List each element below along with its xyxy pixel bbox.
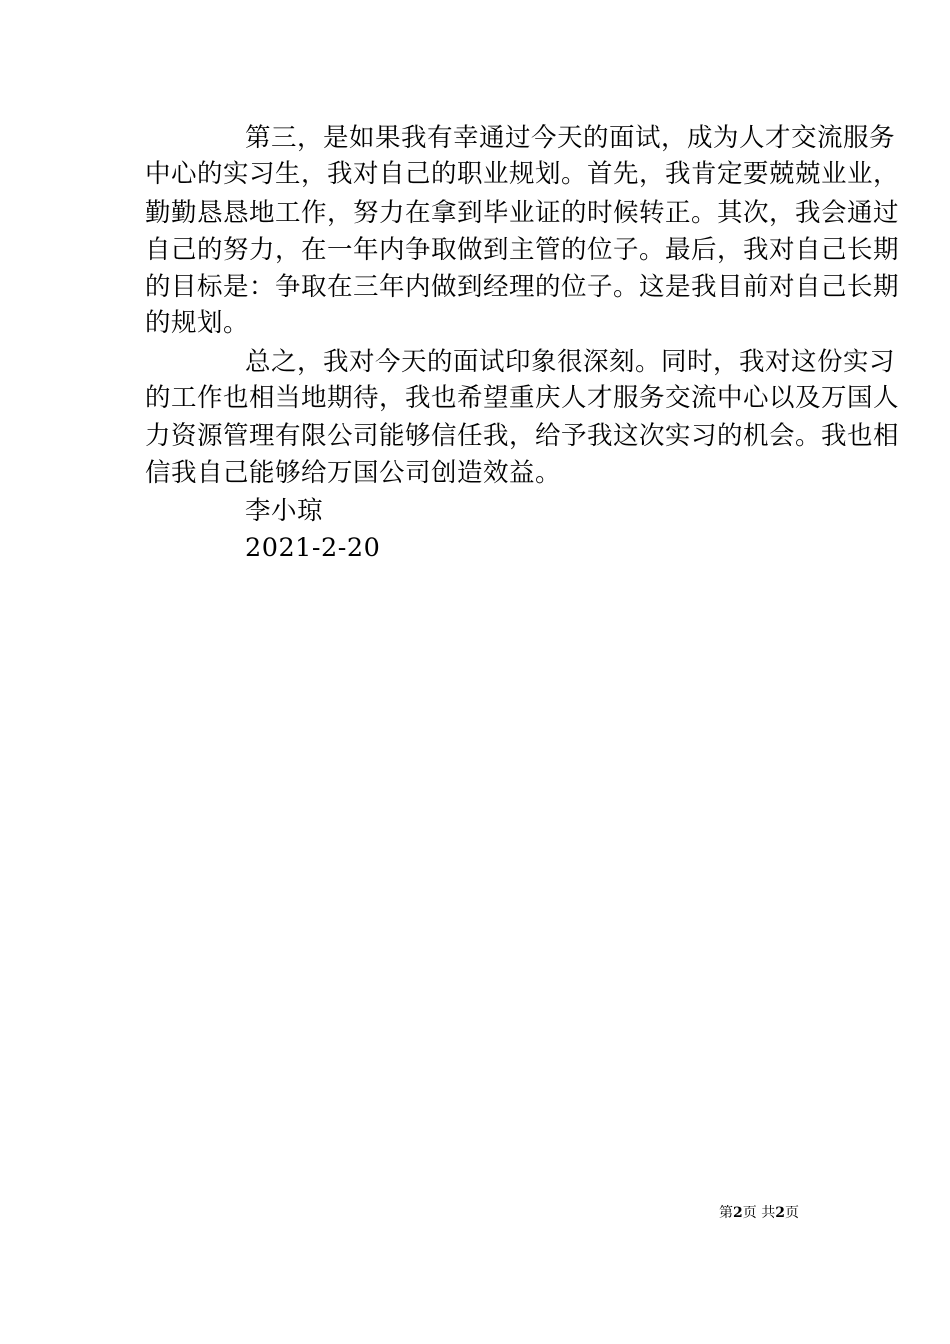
signature-name: 李小琼 bbox=[245, 496, 324, 526]
paragraph-1-line-2: 中心的实习生，我对自己的职业规划。首先，我肯定要兢兢业业， bbox=[145, 159, 900, 189]
page-footer bbox=[719, 1203, 799, 1223]
footer-prefix: 第 bbox=[719, 1205, 733, 1221]
footer-middle: 页 共 bbox=[742, 1205, 776, 1221]
paragraph-1-line-1: 第三，是如果我有幸通过今天的面试，成为人才交流服务 bbox=[245, 123, 896, 153]
footer-current-page: 2 bbox=[733, 1205, 743, 1221]
paragraph-2-line-4: 信我自己能够给万国公司创造效益。 bbox=[145, 458, 562, 488]
footer-total-pages: 2 bbox=[775, 1205, 785, 1221]
paragraph-1-line-5: 的目标是：争取在三年内做到经理的位子。这是我目前对自己长期 bbox=[145, 272, 900, 302]
paragraph-2-line-1: 总之，我对今天的面试印象很深刻。同时，我对这份实习 bbox=[245, 347, 896, 377]
paragraph-1-line-3: 勤勤恳恳地工作，努力在拿到毕业证的时候转正。其次，我会通过 bbox=[145, 198, 900, 228]
signature-date: 2021-2-20 bbox=[245, 533, 381, 563]
paragraph-1-line-4: 自己的努力，在一年内争取做到主管的位子。最后，我对自己长期 bbox=[145, 235, 900, 265]
footer-suffix: 页 bbox=[784, 1205, 799, 1221]
paragraph-1-line-6: 的规划。 bbox=[145, 308, 250, 338]
paragraph-2-line-3: 力资源管理有限公司能够信任我，给予我这次实习的机会。我也相 bbox=[145, 421, 900, 451]
paragraph-2-line-2: 的工作也相当地期待，我也希望重庆人才服务交流中心以及万国人 bbox=[145, 383, 900, 413]
